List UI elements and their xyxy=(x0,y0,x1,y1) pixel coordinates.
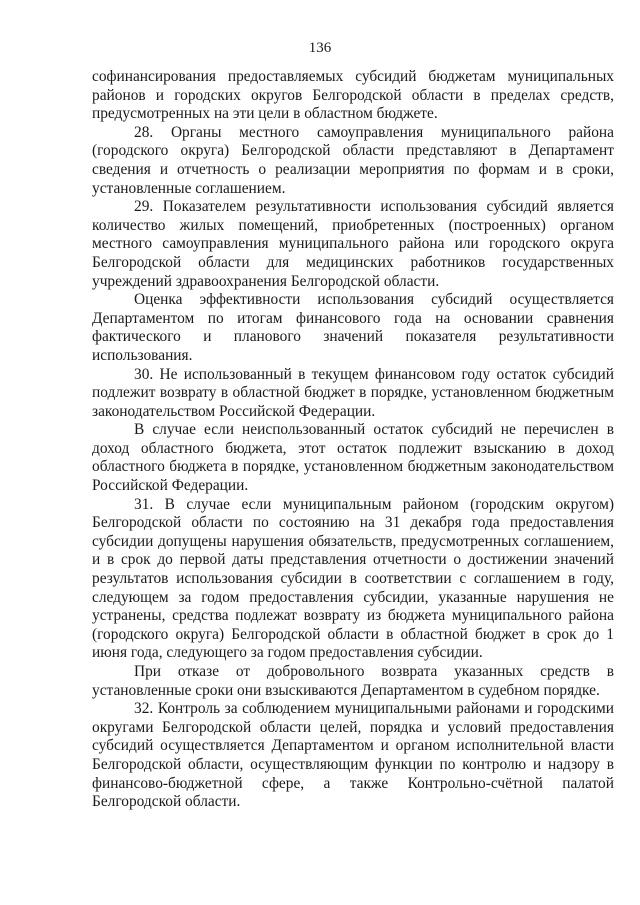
paragraph-efficiency-assessment: Оценка эффективности использования субсидий осуществляется Департаментом по итогам финансового года на основании сравнения фактического и планового значений показателя результативности использования. xyxy=(92,291,614,364)
page-number: 136 xyxy=(308,40,332,56)
paragraph-28: 28. Органы местного самоуправления муниципального района (городского округа) Белгородской области представляют в Департамент сведения и отчетность о реализации мероприятия по формам и в сроки, установленные соглашением. xyxy=(92,123,614,197)
paragraph-unspent-balance: В случае если неиспользованный остаток субсидий не перечислен в доход областного бюджета, этот остаток подлежит взысканию в доход областного бюджета в порядке, установленном бюджетным законодательством Российской Федерации. xyxy=(92,421,614,495)
paragraph-refusal-return: При отказе от добровольного возврата указанных средств в установленные сроки они взыскиваются Департаментом в судебном порядке. xyxy=(92,663,614,699)
paragraph-32: 32. Контроль за соблюдением муниципальными районами и городскими округами Белгородской области целей, порядка и условий предоставления субсидий осуществляется Департаментом и органом исполнительной власти Белгородской области, осуществляющим функции по контролю и надзору в финансово-бюджетной сфере, а также Контрольно-счётной палатой Белгородской области. xyxy=(92,700,614,811)
paragraph-30: 30. Не использованный в текущем финансовом году остаток субсидий подлежит возврату в областной бюджет в порядке, установленном бюджетным законодательством Российской Федерации. xyxy=(92,365,614,420)
document-body xyxy=(92,68,614,812)
paragraph-31: 31. В случае если муниципальным районом (городским округом) Белгородской области по состоянию на 31 декабря года предоставления субсидии допущены нарушения обязательств, предусмотренных соглашением, и в срок до первой даты представления отчетности о достижении значений результатов использования субсидии в соответствии с соглашением в году, следующем за годом предоставления субсидии, указанные нарушения не устранены, средства подлежат возврату из бюджета муниципального района (городского округа) Белгородской области в областной бюджет в срок до 1 июня года, следующего за годом предоставления субсидии. xyxy=(92,495,614,662)
paragraph-29: 29. Показателем результативности использования субсидий является количество жилых помещений, приобретенных (построенных) органом местного самоуправления муниципального района или городского округа Белгородской области для медицинских работников государственных учреждений здравоохранения Белгородской области. xyxy=(92,198,614,290)
paragraph-continuation: софинансирования предоставляемых субсидий бюджетам муниципальных районов и городских округов Белгородской области в пределах средств, предусмотренных на эти цели в областном бюджете. xyxy=(92,68,614,123)
